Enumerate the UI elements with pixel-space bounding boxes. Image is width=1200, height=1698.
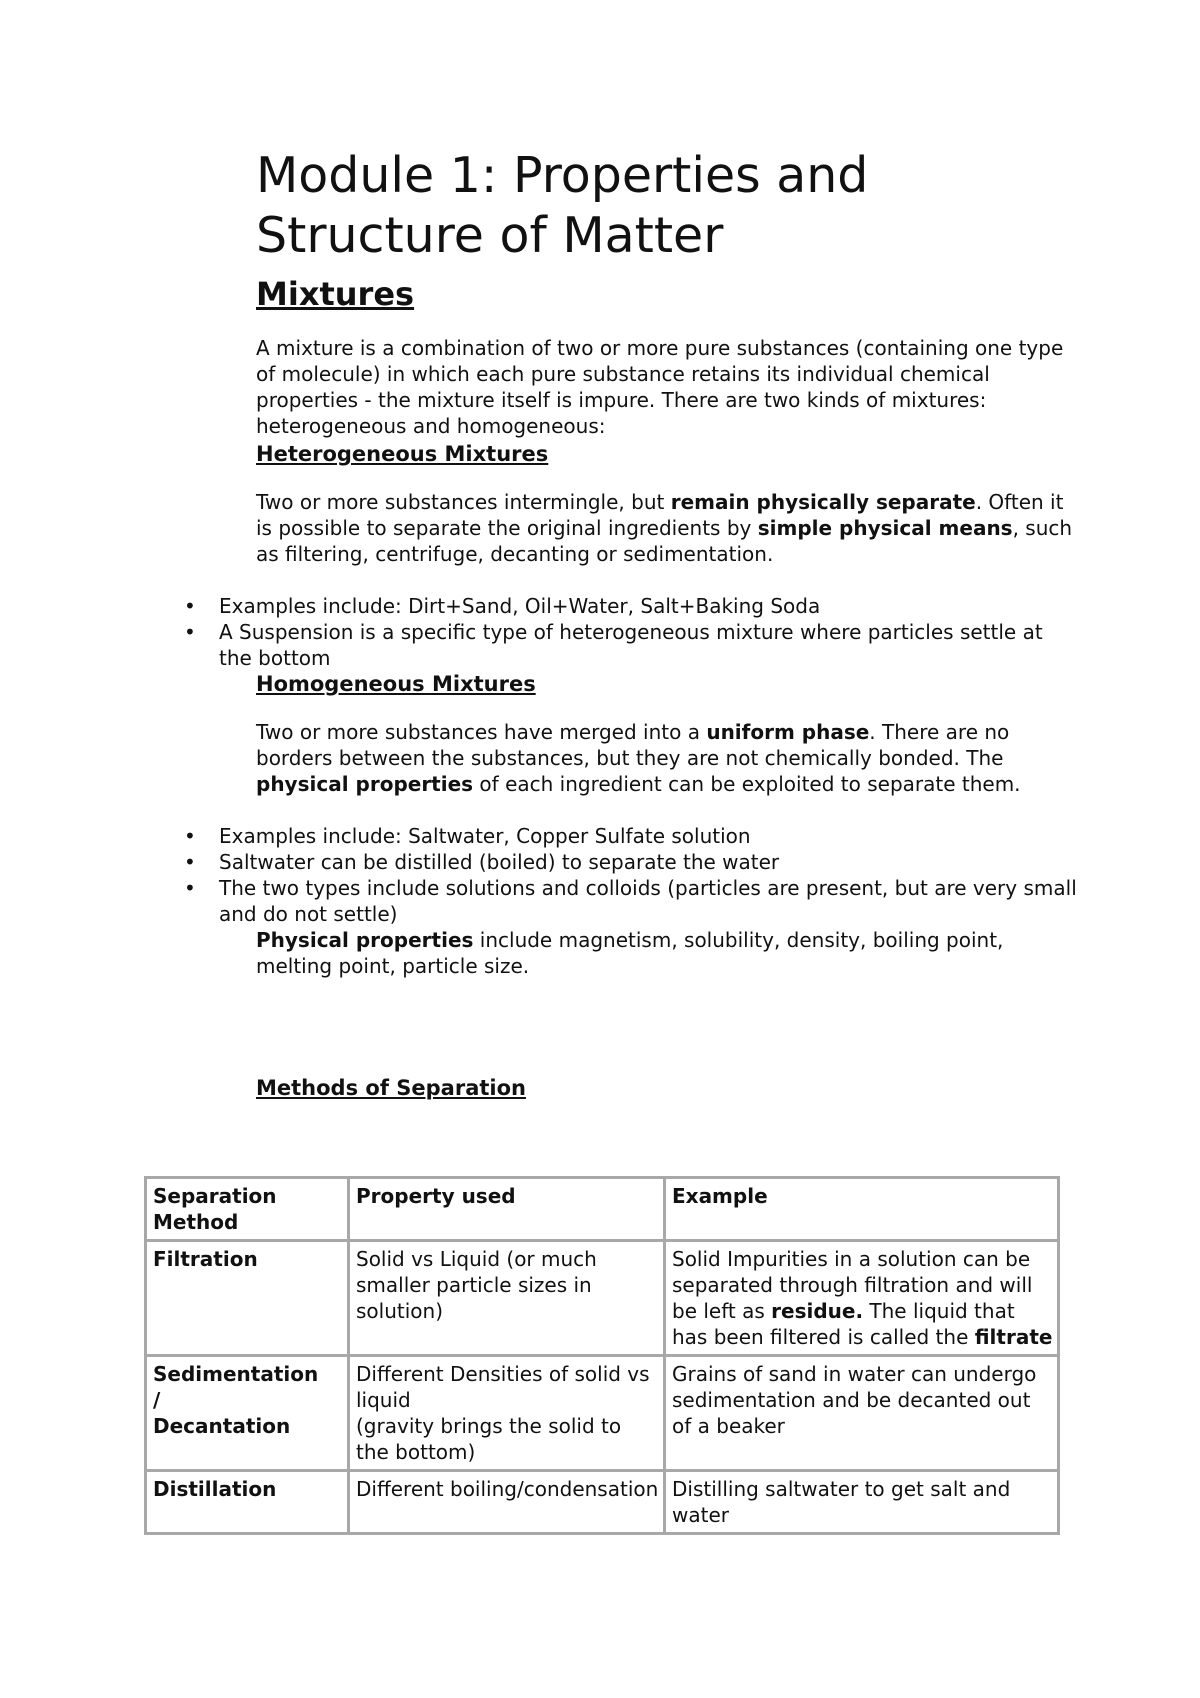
bold-run: filtrate	[974, 1325, 1053, 1349]
method-cell: Filtration	[146, 1241, 349, 1356]
property-cell: Solid vs Liquid (or much smaller particle sizes in solution)	[349, 1241, 665, 1356]
table-header-row	[146, 1178, 1059, 1241]
bold-run: physical properties	[256, 772, 474, 796]
homogeneous-heading: Homogeneous Mixtures	[256, 672, 536, 696]
example-cell	[665, 1241, 1059, 1356]
property-cell	[349, 1356, 665, 1471]
example-cell: Grains of sand in water can undergo sedimentation and be decanted out of a beaker	[665, 1356, 1059, 1471]
text-run: . Often it is possible to separate the original ingredients by	[256, 490, 1064, 540]
homogeneous-bullet-list	[178, 823, 1078, 927]
list-item	[178, 593, 1078, 619]
property-line: (gravity brings the solid to the bottom)	[356, 1414, 622, 1464]
column-header: Separation Method	[146, 1178, 349, 1241]
bold-run: remain physically separate	[670, 490, 976, 514]
bullet-icon: •	[184, 594, 196, 618]
heterogeneous-heading: Heterogeneous Mixtures	[256, 442, 549, 466]
heterogeneous-bullet-list	[178, 593, 1078, 671]
property-cell: Different boiling/condensation	[349, 1471, 665, 1534]
list-item-text: Examples include: Dirt+Sand, Oil+Water, Salt+Baking Soda	[219, 594, 821, 618]
example-cell: Distilling saltwater to get salt and water	[665, 1471, 1059, 1534]
mixtures-heading: Mixtures	[256, 275, 415, 313]
list-item-text: A Suspension is a specific type of heterogeneous mixture where particles settle at the bottom	[219, 620, 1043, 670]
list-item	[178, 875, 1078, 927]
heterogeneous-paragraph	[256, 489, 1076, 567]
text-run: . There are no borders between the substances, but they are not chemically bonded. The	[256, 720, 1010, 770]
list-item	[178, 619, 1078, 671]
bullet-icon: •	[184, 876, 196, 900]
bullet-icon: •	[184, 620, 196, 644]
mixtures-intro: A mixture is a combination of two or more pure substances (containing one type of molecule) in which each pure substance retains its individual chemical properties - the mixture itself is impure. There are two kinds of mixtures: heterogeneous and homogeneous:	[256, 336, 1064, 438]
page-title	[256, 146, 1056, 266]
table-row	[146, 1241, 1059, 1356]
method-cell: Distillation	[146, 1471, 349, 1534]
list-item-text: Examples include: Saltwater, Copper Sulfate solution	[219, 824, 751, 848]
bullet-icon: •	[184, 850, 196, 874]
text-run: Solid Impurities in a solution can be separated through filtration and will be left as	[672, 1247, 1033, 1323]
list-item-text: Saltwater can be distilled (boiled) to separate the water	[219, 850, 780, 874]
text-run: The liquid that has been filtered is called the	[672, 1299, 1015, 1349]
bullet-icon: •	[184, 824, 196, 848]
list-item	[178, 823, 1078, 849]
text-run: Two or more substances intermingle, but	[256, 490, 671, 514]
title-line-1: Module 1: Properties and	[256, 147, 869, 204]
bold-run: uniform phase	[706, 720, 870, 744]
list-item-text: The two types include solutions and colloids (particles are present, but are very small and do not settle)	[219, 876, 1077, 926]
bold-run: simple physical means	[757, 516, 1013, 540]
text-run: include magnetism, solubility, density, boiling point, melting point, particle size.	[256, 928, 1004, 978]
list-item	[178, 849, 1078, 875]
column-header: Example	[665, 1178, 1059, 1241]
physical-properties-paragraph	[256, 927, 1076, 979]
property-line: Different Densities of solid vs liquid	[356, 1362, 650, 1412]
bold-run: residue.	[771, 1299, 864, 1323]
bold-run: Physical properties	[256, 928, 474, 952]
title-line-2: Structure of Matter	[256, 207, 724, 264]
separation-methods-table	[144, 1176, 1060, 1535]
table-row	[146, 1471, 1059, 1534]
text-run: , such as filtering, centrifuge, decanting or sedimentation.	[256, 516, 1073, 566]
homogeneous-paragraph	[256, 719, 1076, 797]
method-line: Sedimentation	[153, 1362, 319, 1386]
column-header: Property used	[349, 1178, 665, 1241]
method-cell	[146, 1356, 349, 1471]
method-line: /	[153, 1388, 161, 1412]
methods-heading: Methods of Separation	[256, 1076, 526, 1100]
text-run: of each ingredient can be exploited to separate them.	[473, 772, 1021, 796]
method-line: Decantation	[153, 1414, 291, 1438]
text-run: Two or more substances have merged into a	[256, 720, 707, 744]
table-row	[146, 1356, 1059, 1471]
